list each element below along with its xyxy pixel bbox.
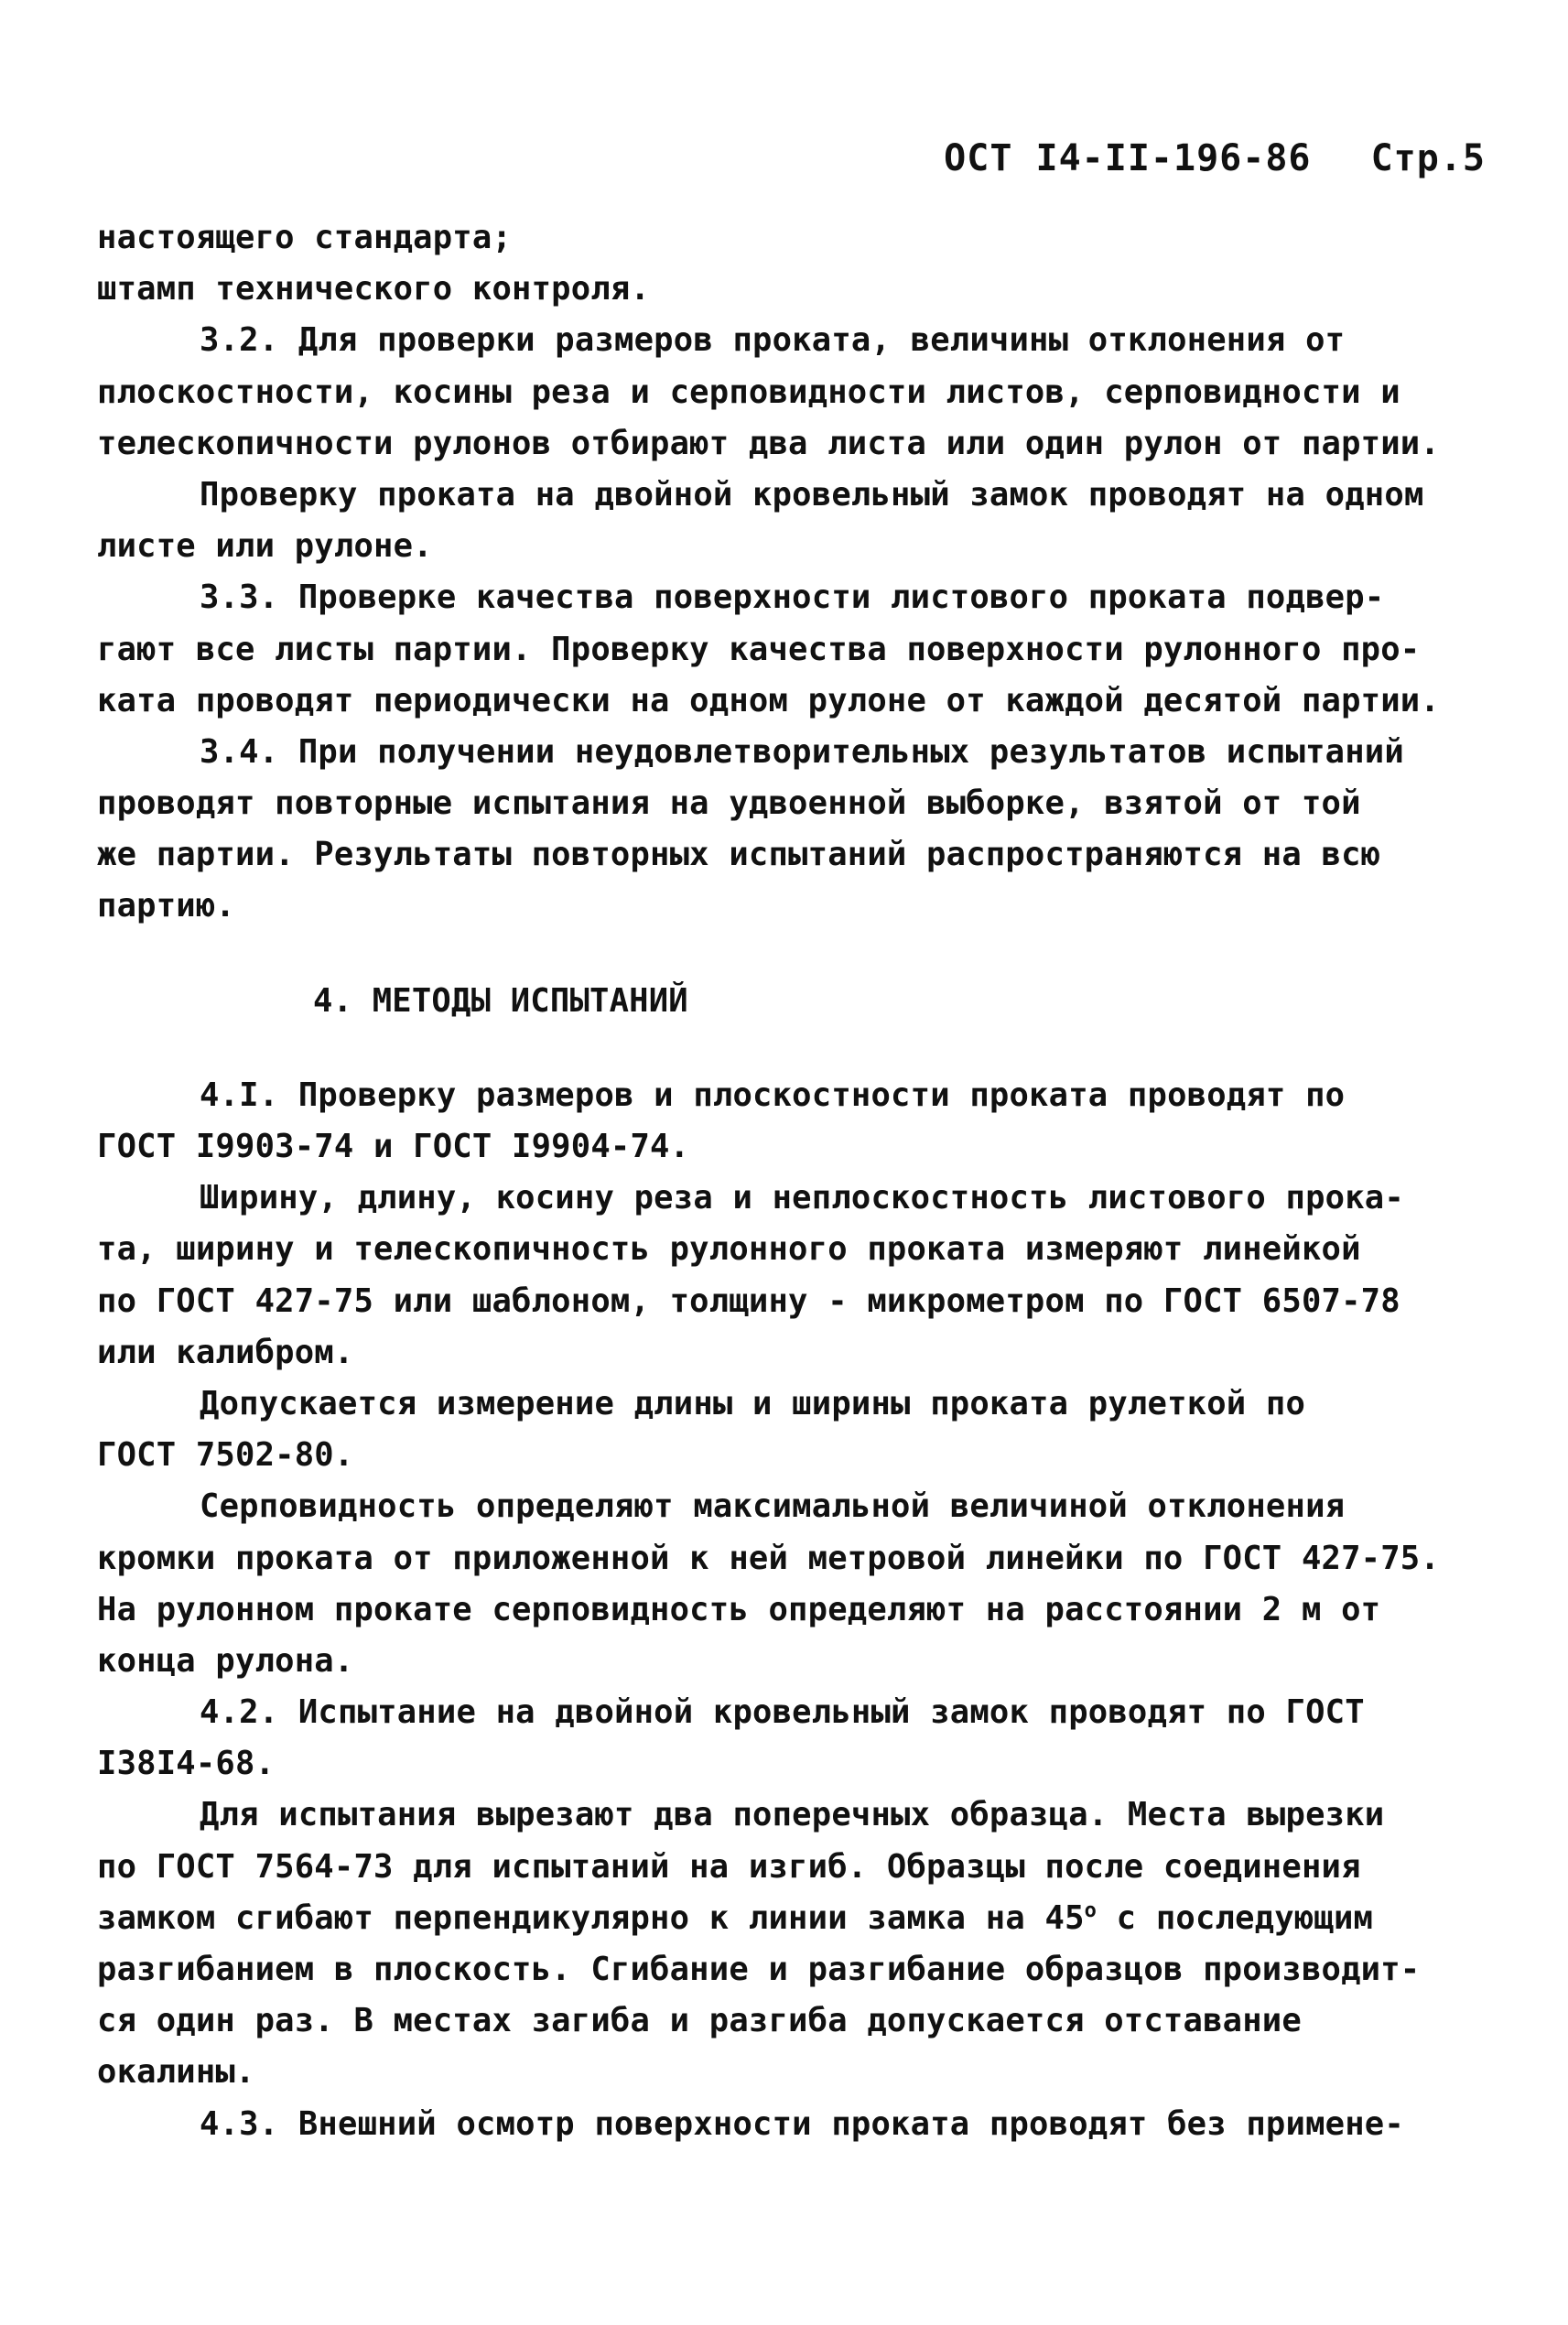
text-line: кромки проката от приложенной к ней метровой линейки по ГОСТ 427-75. [97,1539,1440,1577]
text-line: по ГОСТ 7564-73 для испытаний на изгиб. Образцы после соединения [97,1847,1361,1886]
document-code: ОСТ I4-II-196-86 [944,137,1312,179]
page-header [944,137,1486,179]
text-line: ся один раз. В местах загиба и разгиба допускается отставание [97,2002,1302,2040]
body-text [97,212,1525,2150]
paragraph-3-3: 3.3. Проверке качества поверхности листового проката подвер- [200,579,1385,617]
text-line: штамп технического контроля. [97,270,651,308]
text-line: партию. [97,887,236,925]
text-line: окалины. [97,2053,255,2092]
page-number: Стр.5 [1370,137,1486,179]
text-line: ГОСТ 7502-80. [97,1436,354,1475]
paragraph-4-2: 4.2. Испытание на двойной кровельный замок проводят по ГОСТ [200,1693,1365,1732]
paragraph-4-3: 4.3. Внешний осмотр поверхности проката проводят без примене- [200,2104,1404,2143]
text-line: проводят повторные испытания на удвоенной выборке, взятой от той [97,784,1361,823]
text-line: или калибром. [97,1333,354,1371]
text-line: телескопичности рулонов отбирают два листа или один рулон от партии. [97,424,1440,462]
text-line: по ГОСТ 427-75 или шаблоном, толщину - микрометром по ГОСТ 6507-78 [97,1281,1400,1320]
text-line-part: с последующим [1116,1898,1374,1937]
text-line: плоскостности, косины реза и серповидности листов, серповидности и [97,373,1400,411]
text-line: Серповидность определяют максимальной величиной отклонения [200,1487,1346,1526]
text-line: Ширину, длину, косину реза и неплоскостность листового прока- [200,1179,1404,1217]
text-line-part: замком сгибают перпендикулярно к линии замка на 45 [97,1898,1085,1937]
text-line: та, ширину и телескопичность рулонного проката измеряют линейкой [97,1230,1361,1269]
paragraph-3-4: 3.4. При получении неудовлетворительных результатов испытаний [200,732,1404,771]
text-line: ГОСТ I9903-74 и ГОСТ I9904-74. [97,1128,690,1165]
text-line: разгибанием в плоскость. Сгибание и разгибание образцов производит- [97,1951,1421,1988]
text-line: листе или рулоне. [97,527,433,566]
text-line [97,1893,1525,1944]
paragraph-4-1: 4.I. Проверку размеров и плоскостности проката проводят по [200,1076,1346,1114]
text-line: ката проводят периодически на одном рулоне от каждой десятой партии. [97,681,1440,719]
text-line: На рулонном прокате серповидность определяют на расстоянии 2 м от [97,1590,1381,1628]
section-heading: 4. МЕТОДЫ ИСПЫТАНИЙ [313,981,688,1020]
degree-sign: о [1084,1898,1098,1922]
text-line: гают все листы партии. Проверку качества поверхности рулонного про- [97,630,1421,668]
text-line: конца рулона. [97,1641,354,1680]
text-line: же партии. Результаты повторных испытаний распространяются на всю [97,836,1381,874]
text-line: Для испытания вырезают два поперечных образца. Места вырезки [200,1796,1385,1834]
paragraph-3-2: 3.2. Для проверки размеров проката, величины отклонения от [200,321,1346,360]
text-line: I38I4-68. [97,1745,276,1783]
text-line: Проверку проката на двойной кровельный замок проводят на одном [200,475,1424,514]
text-line: Допускается измерение длины и ширины проката рулеткой по [200,1384,1306,1422]
text-line: настоящего стандарта; [97,219,513,256]
